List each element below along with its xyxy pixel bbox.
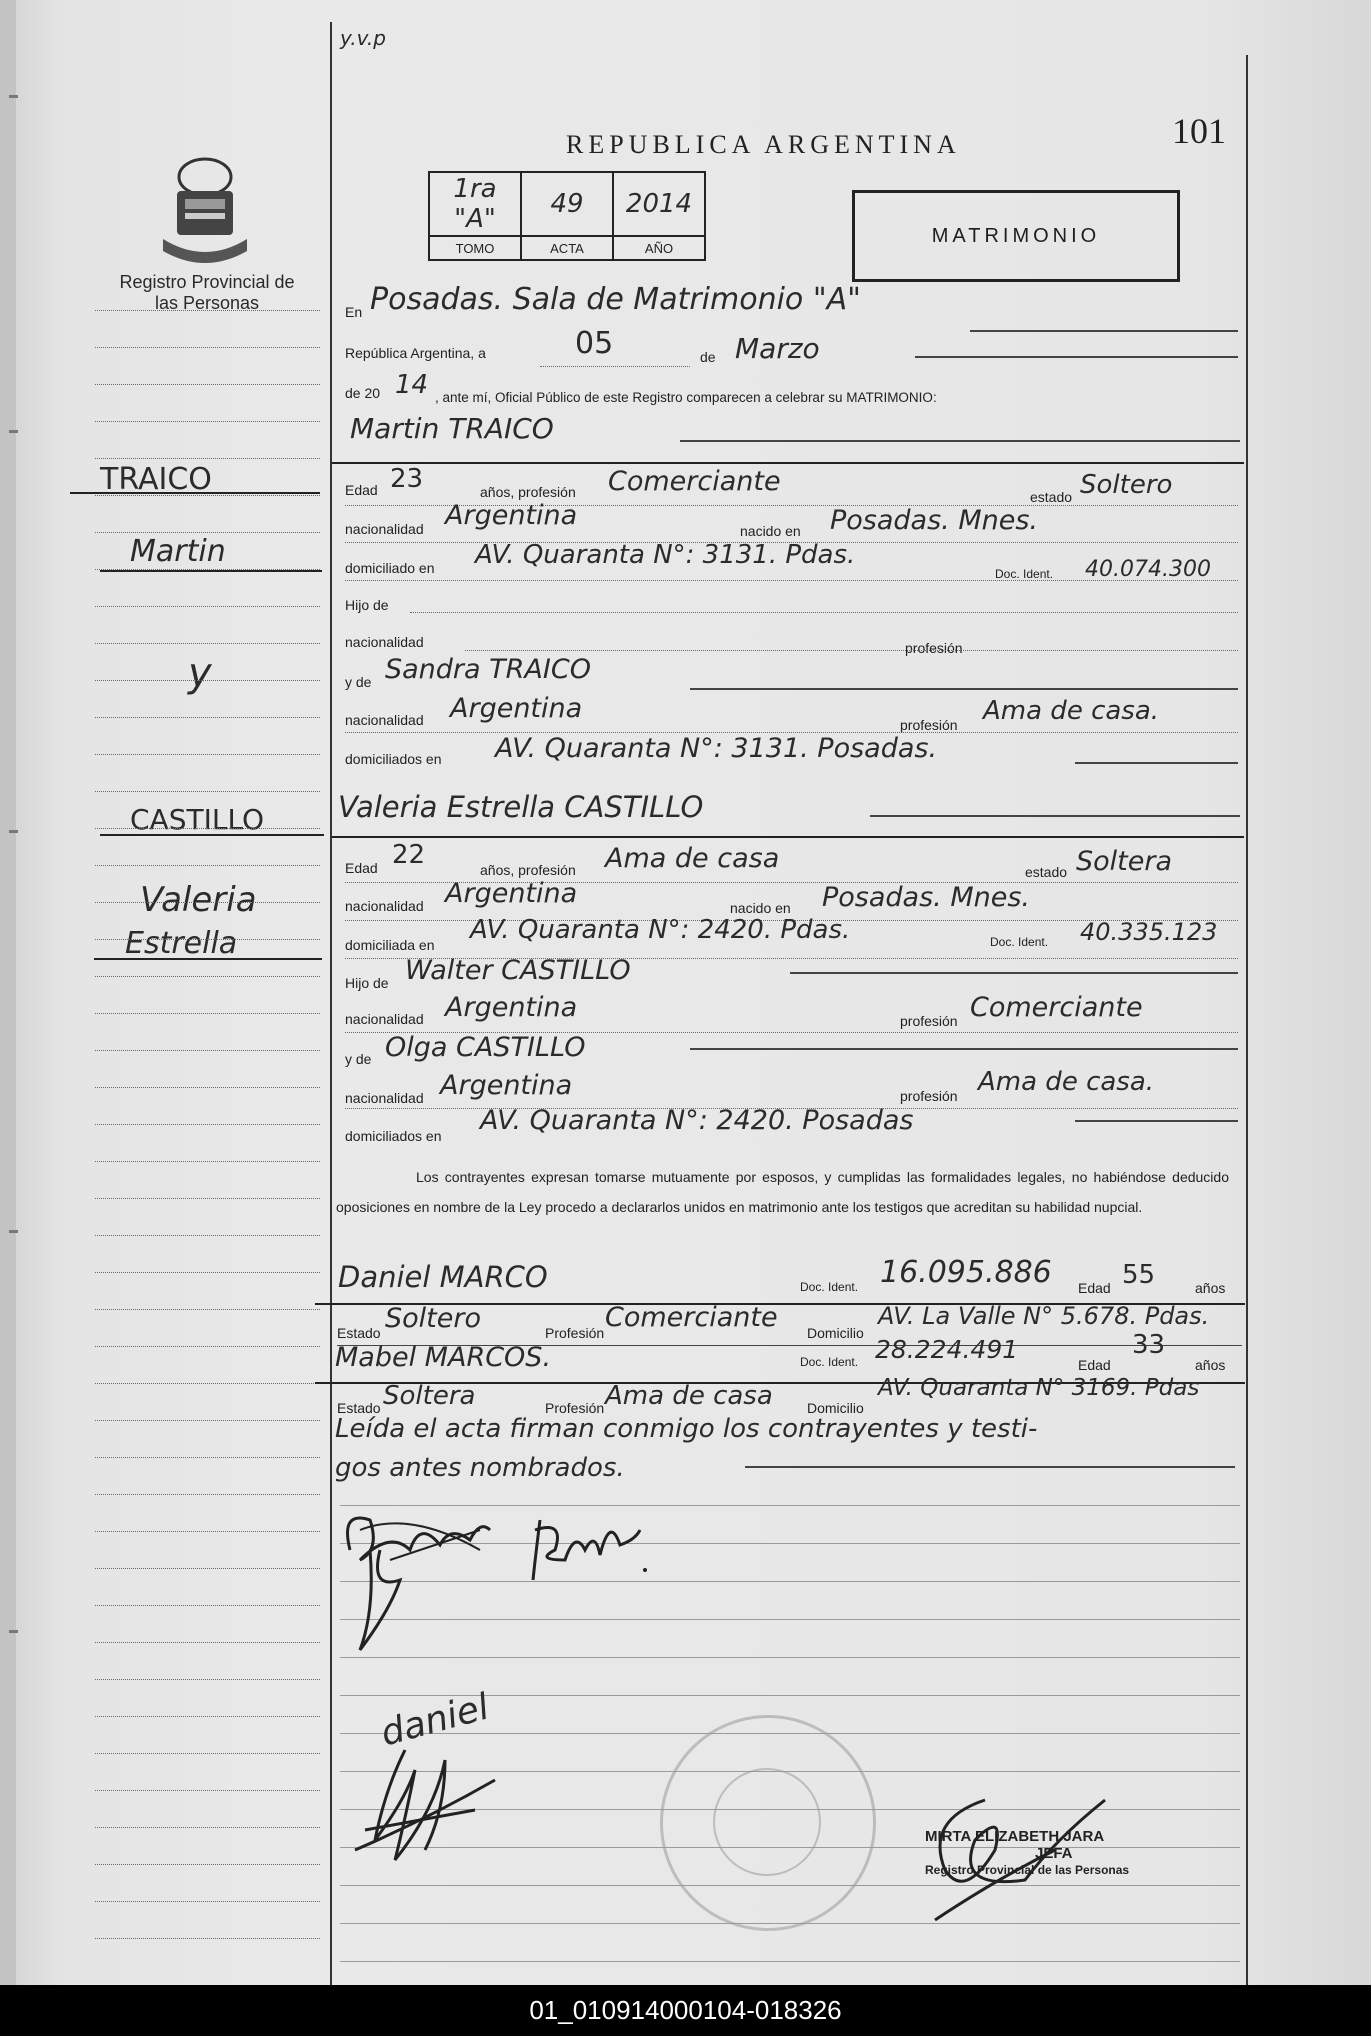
margin-rule [95,1272,320,1273]
bride-nationality: Argentina [445,878,578,909]
fill-line [540,366,690,367]
groom-father-profession-label: profesión [905,640,963,656]
witness-2-doc-label: Doc. Ident. [800,1355,859,1369]
bride-father-profession-label: profesión [900,1013,958,1029]
margin-bride-first: Valeria [140,880,257,920]
witness-2-profession-label: Profesión [545,1400,605,1416]
groom-address-label: domiciliado en [345,560,435,576]
witness-2-status-label: Estado [337,1400,381,1416]
margin-underline [70,492,320,494]
witness-2-age: 33 [1132,1330,1166,1360]
tomo-label: TOMO [429,236,521,260]
margin-rule [95,1642,320,1643]
acta-label: ACTA [521,236,613,260]
margin-groom-surname: TRAICO [100,462,212,497]
witness-1-address: AV. La Valle N° 5.678. Pdas. [878,1302,1210,1330]
margin-rule [95,939,320,940]
groom-parents-address: AV. Quaranta N°: 3131. Posadas. [495,733,938,764]
groom-profession: Comerciante [608,466,781,497]
witness-2-doc: 28.224.491 [875,1335,1019,1364]
witness-2-profession: Ama de casa [605,1381,773,1411]
witness-signature [345,1730,505,1870]
groom-mother-nationality-label: nacionalidad [345,712,424,728]
official-name: MIRTA ELIZABETH JARA [925,1828,1105,1845]
groom-mother: Sandra TRAICO [385,654,591,685]
bride-father-nationality: Argentina [445,992,578,1023]
witness-1-age-label: Edad [1078,1280,1111,1296]
witness-1-doc-label: Doc. Ident. [800,1280,859,1294]
margin-rule [95,606,320,607]
declaration-body: Los contrayentes expresan tomarse mutuamente por esposos, y cumplidas las formalidades legales, no habiéndose deducido oposiciones en nombre de la Ley procedo a declararlos unidos en matrimonio ante los testigos que acreditan su habilidad nupcial. [336,1169,1229,1215]
fill-line [1075,762,1238,764]
bride-address: AV. Quaranta N°: 2420. Pdas. [470,915,851,945]
bride-parents-address: AV. Quaranta N°: 2420. Posadas [480,1105,914,1136]
bride-father: Walter CASTILLO [405,955,631,986]
republica-label: República Argentina, a [345,345,486,361]
official-stamp-block [925,1828,1129,1879]
page-number: 101 [1172,111,1226,151]
groom-mother-profession: Ama de casa. [983,696,1160,726]
bride-doc: 40.335.123 [1080,918,1218,946]
margin-rule [95,791,320,792]
year-prefix: de 20 [345,385,381,401]
margin-rule [95,1753,320,1754]
body-rule [340,1961,1240,1962]
margin-rule [95,1420,320,1421]
margin-rule [95,976,320,977]
witness-signature-text: daniel [376,1686,494,1755]
bride-birthplace-label: nacido en [730,900,791,916]
de-label: de [700,349,716,365]
groom-doc: 40.074.300 [1085,557,1211,582]
witness-2-anios-label: años [1195,1357,1226,1373]
margin-rule [95,310,320,311]
margin-groom-first: Martin [130,534,226,569]
witness-1-profession: Comerciante [605,1302,778,1333]
witness-2-address: AV. Quaranta N° 3169. Pdas [878,1375,1200,1401]
margin-rule [95,1087,320,1088]
margin-rule [95,1457,320,1458]
margin-rule [95,1605,320,1606]
margin-rule [95,569,320,570]
margin-rule [95,1938,320,1939]
fill-line [790,972,1238,974]
margin-underline [100,570,322,572]
margin-rule [95,828,320,829]
bride-status-label: estado [1025,864,1068,880]
closing-line-2: gos antes nombrados. [335,1453,625,1483]
bride-mother-label: y de [345,1051,372,1067]
en-label: En [345,304,363,320]
fill-line [970,330,1238,332]
anio-value: 2014 [613,172,705,236]
margin-rule [95,1568,320,1569]
groom-mother-profession-label: profesión [900,717,958,733]
margin-rule [95,680,320,681]
fill-line [745,1466,1235,1468]
bride-address-label: domiciliada en [345,937,435,953]
margin-rule [95,532,320,533]
groom-birthplace: Posadas. Mnes. [830,505,1038,536]
margin-bride-surname: CASTILLO [130,803,265,836]
margin-rule [95,458,320,459]
groom-signature [330,1490,510,1660]
margin-rule [95,902,320,903]
margin-rule [95,347,320,348]
margin-rule [95,495,320,496]
corner-initials: y.v.p [340,26,386,50]
official-seal-stamp [660,1715,876,1931]
witness-2-status: Soltera [383,1381,476,1411]
margin-rule [95,1827,320,1828]
bride-age-label: Edad [345,860,378,876]
bride-birthplace: Posadas. Mnes. [822,882,1030,913]
bride-nationality-label: nacionalidad [345,898,424,914]
margin-divider [330,22,332,1985]
groom-age: 23 [390,464,424,494]
margin-rule [95,421,320,422]
witness-1-address-label: Domicilio [807,1325,864,1341]
fill-line [690,688,1238,690]
witness-1-doc: 16.095.886 [880,1255,1052,1290]
witness-1-profession-label: Profesión [545,1325,605,1341]
official-title: JEFA [1035,1845,1073,1862]
fill-line [1075,1120,1238,1122]
groom-mother-label: y de [345,674,372,690]
witness-1-age: 55 [1122,1260,1156,1290]
fill-line [680,440,1240,442]
margin-rule [95,1901,320,1902]
witness-1-status: Soltero [385,1303,481,1334]
bride-profession: Ama de casa [605,843,780,874]
witness-1-status-label: Estado [337,1325,381,1341]
margin-rule [95,865,320,866]
margin-rule [95,1050,320,1051]
section-divider [332,836,1244,838]
ceremony-year: 14 [395,370,429,400]
bride-parents-address-label: domiciliados en [345,1128,442,1144]
margin-rule [95,384,320,385]
registry-name: Registro Provincial de las Personas [119,272,295,313]
margin-rule [95,643,320,644]
bride-doc-label: Doc. Ident. [990,935,1049,949]
groom-father-nationality-label: nacionalidad [345,634,424,650]
bride-mother-profession: Ama de casa. [978,1067,1155,1097]
margin-rule [95,1013,320,1014]
margin-rule [95,1235,320,1236]
bride-age: 22 [392,840,426,870]
bride-father-nationality-label: nacionalidad [345,1011,424,1027]
groom-nationality: Argentina [445,500,578,531]
bride-father-profession: Comerciante [970,992,1143,1023]
groom-age-label: Edad [345,482,378,498]
country-title: REPUBLICA ARGENTINA [566,130,961,159]
margin-rule [95,1864,320,1865]
witness-2-name: Mabel MARCOS. [335,1342,552,1373]
tomo-acta-anio-box [428,171,706,261]
witness-2-address-label: Domicilio [807,1400,864,1416]
margin-rule [95,1346,320,1347]
margin-bride-second: Estrella [125,926,238,961]
margin-rule [95,1790,320,1791]
tomo-value: 1ra "A" [429,172,521,236]
margin-rule [95,1531,320,1532]
misiones-coat-of-arms-logo [155,155,255,267]
margin-underline [100,834,324,836]
fill-line [690,1048,1238,1050]
margin-rule [95,1679,320,1680]
margin-rule [95,1494,320,1495]
document-id-footer: 01_010914000104-018326 [0,1985,1371,2036]
witness-1-name: Daniel MARCO [338,1260,548,1294]
official-office: Registro Provincial de las Personas [925,1863,1130,1877]
declaration-text [336,1162,1229,1222]
anio-label: AÑO [613,236,705,260]
bride-mother-nationality-label: nacionalidad [345,1090,424,1106]
bride-status: Soltera [1076,846,1173,877]
groom-status: Soltero [1080,470,1173,500]
page-binding [0,0,16,1985]
ceremony-month: Marzo [735,332,820,365]
margin-rule [95,754,320,755]
margin-rule [95,1161,320,1162]
groom-mother-nationality: Argentina [450,693,583,724]
bride-mother-profession-label: profesión [900,1088,958,1104]
bride-mother-nationality: Argentina [440,1070,573,1101]
margin-rule [95,1716,320,1717]
groom-parents-address-label: domiciliados en [345,751,442,767]
fill-line [465,650,1238,651]
document-type-box: MATRIMONIO [852,190,1180,282]
witness-1-anios-label: años [1195,1280,1226,1296]
margin-underline [94,958,322,960]
witness-2-age-label: Edad [1078,1357,1111,1373]
appearance-statement: , ante mí, Oficial Público de este Registro comparecen a celebrar su MATRIMONIO: [435,390,937,405]
groom-doc-label: Doc. Ident. [995,567,1054,581]
bride-signature [525,1510,655,1590]
margin-rule [95,717,320,718]
acta-value: 49 [521,172,613,236]
fill-line [345,580,1238,581]
fill-line [870,815,1240,817]
groom-nationality-label: nacionalidad [345,521,424,537]
bride-mother: Olga CASTILLO [385,1032,586,1063]
groom-address: AV. Quaranta N°: 3131. Pdas. [475,540,856,570]
closing-line-1: Leída el acta firman conmigo los contrayentes y testi- [335,1414,1038,1444]
groom-profession-label: años, profesión [480,484,576,500]
groom-status-label: estado [1030,489,1073,505]
margin-rule [95,1198,320,1199]
margin-conjunction: y [188,650,212,696]
section-divider [332,462,1244,464]
margin-rule [95,1124,320,1125]
margin-rule [95,1309,320,1310]
groom-birthplace-label: nacido en [740,523,801,539]
groom-father-label: Hijo de [345,597,389,613]
bride-father-label: Hijo de [345,975,389,991]
bride-profession-label: años, profesión [480,862,576,878]
bride-name-line: Valeria Estrella CASTILLO [338,790,704,824]
ceremony-day: 05 [575,326,614,361]
margin-rule [95,1383,320,1384]
fill-line [410,612,1238,613]
ceremony-place: Posadas. Sala de Matrimonio "A" [370,282,861,317]
groom-name-line: Martin TRAICO [350,412,554,445]
fill-line [915,356,1238,358]
right-border [1246,55,1248,1985]
